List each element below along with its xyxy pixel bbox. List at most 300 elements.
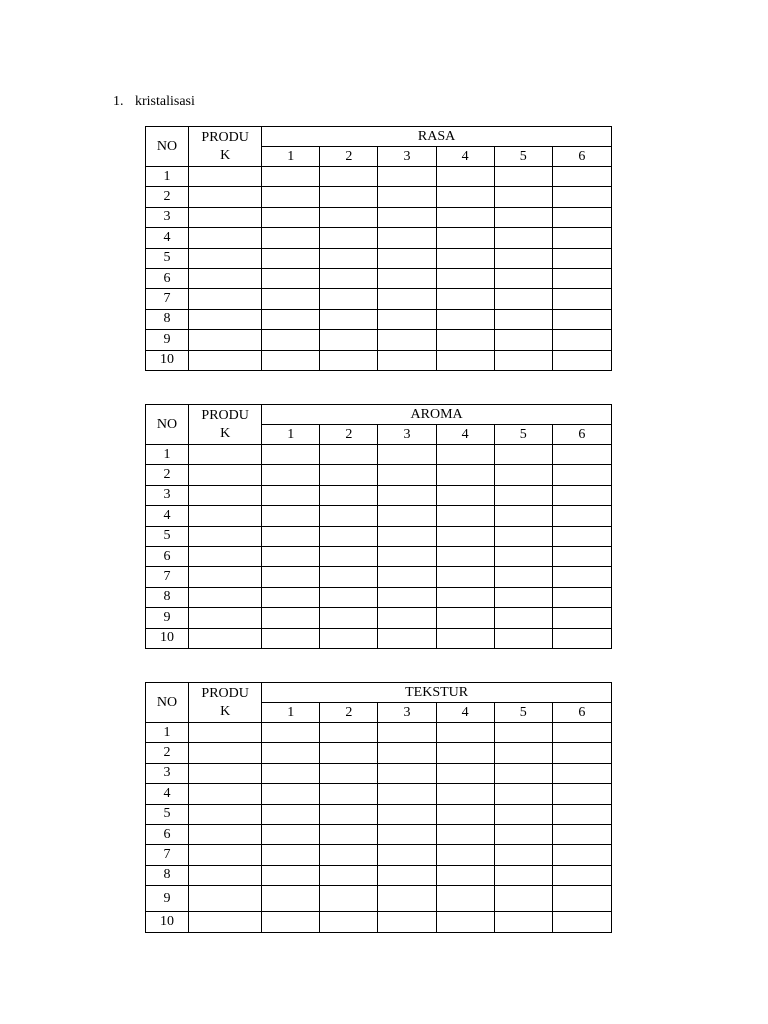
score-cell [552, 628, 611, 648]
score-cell [494, 886, 552, 912]
score-cell [378, 824, 436, 844]
product-cell [189, 207, 262, 227]
product-cell [189, 824, 262, 844]
score-cell [262, 465, 320, 485]
score-cell [320, 465, 378, 485]
product-cell [189, 526, 262, 546]
score-cell [552, 608, 611, 628]
score-cell [494, 289, 552, 309]
product-cell [189, 546, 262, 566]
score-cell [494, 784, 552, 804]
score-cell [378, 187, 436, 207]
row-number: 10 [146, 628, 189, 648]
product-cell [189, 608, 262, 628]
score-cell [494, 506, 552, 526]
row-number: 5 [146, 804, 189, 824]
score-cell [320, 912, 378, 932]
row-number: 9 [146, 330, 189, 350]
score-cell [494, 248, 552, 268]
product-cell [189, 465, 262, 485]
table-row [146, 824, 612, 844]
panelist-number: 5 [494, 147, 552, 167]
product-cell [189, 763, 262, 783]
product-header-line2: K [220, 147, 231, 163]
product-cell [189, 506, 262, 526]
score-cell [320, 187, 378, 207]
score-cell [552, 784, 611, 804]
score-cell [262, 845, 320, 865]
table-row [146, 587, 612, 607]
header-row [146, 127, 612, 147]
score-cell [378, 865, 436, 885]
product-cell [189, 187, 262, 207]
row-number: 6 [146, 824, 189, 844]
product-cell [189, 485, 262, 505]
product-cell [189, 912, 262, 932]
score-cell [552, 845, 611, 865]
score-cell [494, 350, 552, 370]
score-cell [262, 248, 320, 268]
score-cell [552, 330, 611, 350]
score-cell [320, 546, 378, 566]
table-row [146, 628, 612, 648]
table-row [146, 608, 612, 628]
score-cell [320, 824, 378, 844]
score-cell [494, 268, 552, 288]
score-cell [320, 763, 378, 783]
row-number: 3 [146, 485, 189, 505]
table-row [146, 723, 612, 743]
score-cell [494, 485, 552, 505]
score-cell [262, 526, 320, 546]
attribute-header: AROMA [262, 405, 612, 425]
score-cell [494, 763, 552, 783]
product-cell [189, 804, 262, 824]
score-cell [494, 228, 552, 248]
product-header [189, 127, 262, 167]
score-cell [552, 268, 611, 288]
score-cell [494, 824, 552, 844]
score-cell [320, 330, 378, 350]
score-cell [436, 567, 494, 587]
product-cell [189, 886, 262, 912]
score-cell [436, 628, 494, 648]
score-cell [552, 546, 611, 566]
row-number: 5 [146, 526, 189, 546]
score-cell [262, 912, 320, 932]
header-row [146, 683, 612, 703]
score-cell [494, 723, 552, 743]
score-cell [320, 506, 378, 526]
attribute-header: RASA [262, 127, 612, 147]
score-cell [320, 445, 378, 465]
product-header-line1: PRODU [201, 129, 249, 145]
score-cell [436, 268, 494, 288]
score-cell [320, 167, 378, 187]
score-cell [378, 804, 436, 824]
score-cell [378, 309, 436, 329]
score-cell [378, 167, 436, 187]
score-cell [552, 824, 611, 844]
score-cell [378, 628, 436, 648]
panelist-number: 3 [378, 147, 436, 167]
row-number: 1 [146, 723, 189, 743]
product-header-line2: K [220, 703, 231, 719]
score-cell [320, 784, 378, 804]
score-cell [320, 228, 378, 248]
score-cell [320, 350, 378, 370]
score-cell [552, 763, 611, 783]
score-cell [262, 587, 320, 607]
score-cell [320, 628, 378, 648]
score-cell [262, 824, 320, 844]
panelist-number: 2 [320, 425, 378, 445]
row-number: 8 [146, 587, 189, 607]
score-cell [436, 485, 494, 505]
score-cell [262, 228, 320, 248]
table-row [146, 445, 612, 465]
score-cell [552, 912, 611, 932]
score-cell [378, 465, 436, 485]
score-cell [378, 485, 436, 505]
score-cell [320, 845, 378, 865]
score-cell [436, 723, 494, 743]
score-cell [378, 506, 436, 526]
score-cell [436, 784, 494, 804]
row-number: 10 [146, 912, 189, 932]
score-cell [552, 289, 611, 309]
score-cell [378, 207, 436, 227]
score-cell [378, 445, 436, 465]
header-row [146, 405, 612, 425]
score-cell [436, 743, 494, 763]
table-row [146, 784, 612, 804]
score-cell [552, 187, 611, 207]
panelist-number: 6 [552, 147, 611, 167]
score-cell [262, 608, 320, 628]
product-cell [189, 743, 262, 763]
score-cell [436, 309, 494, 329]
product-cell [189, 784, 262, 804]
table-row [146, 886, 612, 912]
table-row [146, 485, 612, 505]
score-cell [494, 187, 552, 207]
score-cell [552, 167, 611, 187]
score-cell [494, 567, 552, 587]
score-cell [494, 912, 552, 932]
row-number: 9 [146, 608, 189, 628]
score-cell [552, 465, 611, 485]
panelist-number: 3 [378, 425, 436, 445]
score-cell [436, 167, 494, 187]
score-cell [378, 723, 436, 743]
score-cell [494, 445, 552, 465]
score-cell [436, 546, 494, 566]
score-cell [320, 309, 378, 329]
score-cell [378, 608, 436, 628]
score-cell [320, 207, 378, 227]
score-cell [320, 743, 378, 763]
score-cell [552, 526, 611, 546]
score-cell [262, 886, 320, 912]
score-cell [262, 567, 320, 587]
panelist-number: 2 [320, 703, 378, 723]
product-header-line1: PRODU [201, 685, 249, 701]
score-cell [436, 465, 494, 485]
row-number: 8 [146, 309, 189, 329]
rasa-table [145, 126, 612, 371]
score-cell [378, 784, 436, 804]
score-cell [494, 526, 552, 546]
score-cell [378, 526, 436, 546]
table-row [146, 506, 612, 526]
table-row [146, 187, 612, 207]
table-row [146, 763, 612, 783]
panelist-number: 5 [494, 425, 552, 445]
score-cell [378, 289, 436, 309]
score-cell [378, 587, 436, 607]
score-cell [262, 865, 320, 885]
table-row [146, 309, 612, 329]
score-cell [436, 228, 494, 248]
score-cell [552, 587, 611, 607]
score-cell [494, 608, 552, 628]
score-cell [320, 485, 378, 505]
row-number: 1 [146, 167, 189, 187]
score-cell [436, 207, 494, 227]
score-cell [436, 608, 494, 628]
product-header [189, 405, 262, 445]
score-cell [262, 743, 320, 763]
attribute-header: TEKSTUR [262, 683, 612, 703]
no-header: NO [146, 683, 189, 723]
row-number: 4 [146, 228, 189, 248]
row-number: 3 [146, 207, 189, 227]
panelist-number: 6 [552, 703, 611, 723]
list-number: 1. [113, 94, 124, 109]
panelist-number: 2 [320, 147, 378, 167]
score-cell [436, 330, 494, 350]
row-number: 7 [146, 567, 189, 587]
score-cell [262, 506, 320, 526]
score-cell [494, 845, 552, 865]
table-row [146, 248, 612, 268]
table-row [146, 207, 612, 227]
product-header-line1: PRODU [201, 407, 249, 423]
product-cell [189, 587, 262, 607]
table-row [146, 743, 612, 763]
score-cell [378, 567, 436, 587]
score-cell [552, 350, 611, 370]
score-cell [320, 567, 378, 587]
row-number: 7 [146, 289, 189, 309]
score-cell [378, 743, 436, 763]
row-number: 3 [146, 763, 189, 783]
score-cell [378, 268, 436, 288]
product-cell [189, 628, 262, 648]
score-cell [378, 248, 436, 268]
panelist-number: 5 [494, 703, 552, 723]
table-row [146, 289, 612, 309]
score-cell [378, 845, 436, 865]
row-number: 8 [146, 865, 189, 885]
row-number: 2 [146, 187, 189, 207]
score-cell [494, 587, 552, 607]
score-cell [378, 912, 436, 932]
score-cell [552, 485, 611, 505]
score-cell [378, 228, 436, 248]
score-cell [436, 350, 494, 370]
score-cell [320, 886, 378, 912]
product-cell [189, 330, 262, 350]
score-cell [262, 167, 320, 187]
score-cell [262, 289, 320, 309]
row-number: 10 [146, 350, 189, 370]
score-cell [494, 804, 552, 824]
score-cell [320, 289, 378, 309]
score-cell [552, 207, 611, 227]
score-cell [320, 268, 378, 288]
table-row [146, 268, 612, 288]
score-cell [378, 763, 436, 783]
row-number: 2 [146, 465, 189, 485]
panelist-number: 1 [262, 703, 320, 723]
row-number: 1 [146, 445, 189, 465]
score-cell [262, 445, 320, 465]
table-row [146, 804, 612, 824]
score-cell [262, 546, 320, 566]
product-cell [189, 845, 262, 865]
score-cell [436, 248, 494, 268]
score-cell [436, 289, 494, 309]
score-cell [320, 587, 378, 607]
score-cell [436, 865, 494, 885]
score-cell [262, 350, 320, 370]
product-cell [189, 567, 262, 587]
score-cell [552, 567, 611, 587]
score-cell [378, 886, 436, 912]
score-cell [436, 587, 494, 607]
panelist-number: 1 [262, 147, 320, 167]
score-cell [262, 804, 320, 824]
row-number: 4 [146, 784, 189, 804]
score-cell [552, 445, 611, 465]
no-header: NO [146, 127, 189, 167]
table-row [146, 350, 612, 370]
score-cell [320, 804, 378, 824]
product-cell [189, 723, 262, 743]
score-cell [552, 248, 611, 268]
panelist-number: 1 [262, 425, 320, 445]
score-cell [262, 268, 320, 288]
product-cell [189, 289, 262, 309]
score-cell [494, 330, 552, 350]
table-row [146, 912, 612, 932]
score-cell [436, 886, 494, 912]
score-cell [262, 309, 320, 329]
score-cell [262, 207, 320, 227]
score-cell [552, 228, 611, 248]
score-cell [262, 763, 320, 783]
score-cell [552, 886, 611, 912]
score-cell [494, 546, 552, 566]
score-cell [494, 465, 552, 485]
table-row [146, 228, 612, 248]
score-cell [494, 628, 552, 648]
score-cell [494, 207, 552, 227]
aroma-table [145, 404, 612, 649]
score-cell [494, 865, 552, 885]
score-cell [552, 506, 611, 526]
score-cell [494, 167, 552, 187]
product-cell [189, 167, 262, 187]
score-cell [436, 526, 494, 546]
product-cell [189, 309, 262, 329]
row-number: 6 [146, 268, 189, 288]
score-cell [320, 608, 378, 628]
score-cell [436, 824, 494, 844]
product-cell [189, 445, 262, 465]
score-cell [320, 526, 378, 546]
score-cell [262, 723, 320, 743]
panelist-number: 6 [552, 425, 611, 445]
table-row [146, 546, 612, 566]
row-number: 7 [146, 845, 189, 865]
score-cell [320, 723, 378, 743]
score-cell [552, 723, 611, 743]
table-row [146, 465, 612, 485]
score-cell [436, 804, 494, 824]
product-cell [189, 350, 262, 370]
product-cell [189, 268, 262, 288]
table-row [146, 167, 612, 187]
score-cell [378, 546, 436, 566]
score-cell [552, 309, 611, 329]
panelist-number: 4 [436, 703, 494, 723]
score-cell [262, 784, 320, 804]
table-row [146, 567, 612, 587]
score-cell [320, 865, 378, 885]
row-number: 6 [146, 546, 189, 566]
panelist-number: 3 [378, 703, 436, 723]
score-cell [552, 865, 611, 885]
score-cell [436, 445, 494, 465]
score-cell [262, 628, 320, 648]
row-number: 4 [146, 506, 189, 526]
panelist-number: 4 [436, 425, 494, 445]
product-cell [189, 248, 262, 268]
section-heading [113, 93, 195, 111]
score-cell [262, 485, 320, 505]
score-cell [320, 248, 378, 268]
row-number: 9 [146, 886, 189, 912]
score-cell [436, 845, 494, 865]
score-cell [494, 743, 552, 763]
product-cell [189, 228, 262, 248]
row-number: 5 [146, 248, 189, 268]
panelist-number: 4 [436, 147, 494, 167]
row-number: 2 [146, 743, 189, 763]
product-header-line2: K [220, 425, 231, 441]
table-row [146, 526, 612, 546]
score-cell [436, 763, 494, 783]
section-title: kristalisasi [135, 94, 195, 109]
tekstur-table [145, 682, 612, 933]
score-cell [378, 350, 436, 370]
score-cell [378, 330, 436, 350]
score-cell [436, 506, 494, 526]
product-cell [189, 865, 262, 885]
